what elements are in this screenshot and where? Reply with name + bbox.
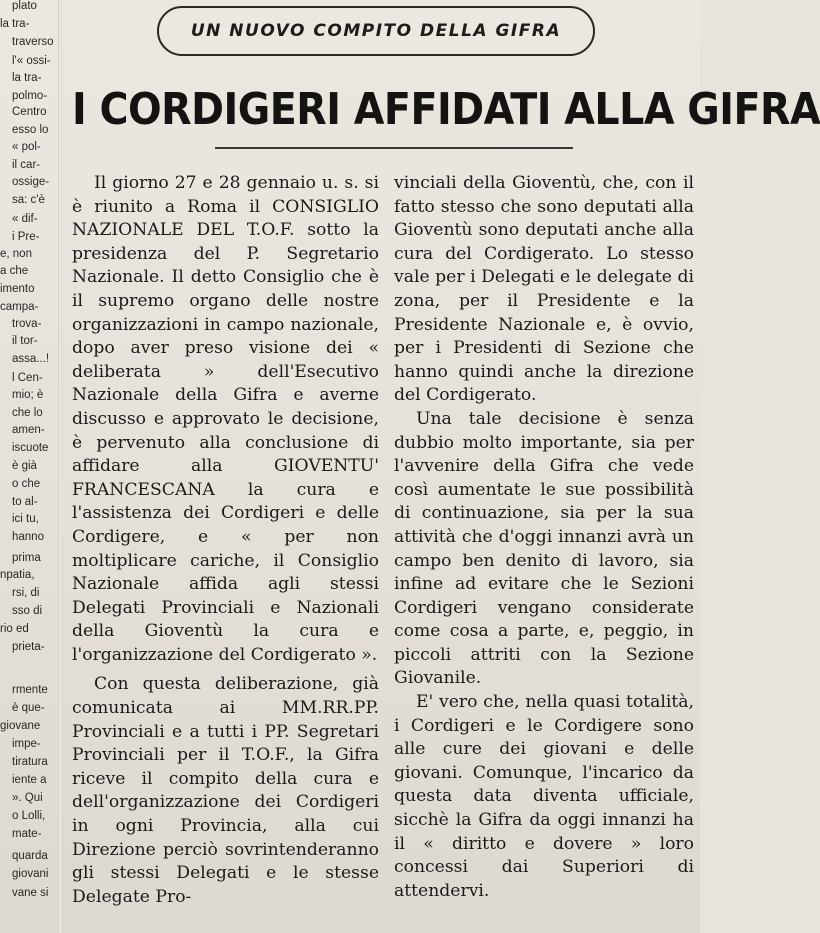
left-column-fragment: è già [12, 460, 37, 472]
left-column-fragment: la tra- [0, 18, 30, 30]
headline-rule [215, 147, 573, 149]
left-column-fragment: i Pre- [12, 231, 40, 243]
left-column-fragment: hanno [12, 531, 44, 543]
left-column-fragment: to al- [12, 496, 38, 508]
left-column-fragment: assa...! [12, 353, 50, 365]
left-column-fragment: polmo- [12, 90, 48, 102]
left-column-fragment: sso di [12, 605, 43, 617]
left-column-fragment: l'« ossi- [12, 55, 51, 67]
left-column-fragment: amen- [12, 424, 45, 436]
column2-paragraph: vinciali della Gioventù, che, con il fatto stesso che sono deputati alla Gioventù sono deputati anche alla cura del Cordigerato. Lo stesso vale per i Delegati e le delegate di zona, per il Presidente e la Presidente Nazionale e, è ovvio, per i Presidenti di Sezione che hanno quindi anche la direzione del Cordigerato. [394, 173, 694, 406]
left-column-fragment: rmente [12, 684, 48, 696]
left-column-fragment: impe- [12, 738, 41, 750]
left-column-fragment: la tra- [12, 72, 42, 84]
article-column-2 [394, 172, 694, 903]
left-column-fragment: Centro [12, 106, 47, 118]
column1-paragraph: Il giorno 27 e 28 gennaio u. s. si è riunito a Roma il CONSIGLIO NAZIONALE DEL T.O.F. sotto la presidenza del P. Segretario Nazionale. Il detto Consiglio che è il supremo organo delle nostre organizzazioni in campo nazionale, dopo aver preso visione dei « deliberata » dell'Esecutivo Nazionale della Gifra e averne discusso e approvato le decisione, è pervenuto alla conclusione di affidare alla GIOVENTU' FRANCESCANA la cura e l'assistenza dei Cordigeri e delle Cordigere, e « per non moltiplicare cariche, il Consiglio Nazionale affida agli stessi Delegati Provinciali e Nazionali della Gioventù la cura e l'organizzazione del Cordigerato ». [72, 173, 379, 665]
left-column-fragment: prima [12, 552, 41, 564]
column2-paragraph: Una tale decisione è senza dubbio molto importante, sia per l'avvenire della Gifra che vede così aumentate le sue possibilità di continuazione, sia per la sua attività che d'oggi innanzi avrà un campo ben denito di lavoro, sia infine ad evitare che le Sezioni Cordigeri vengano considerate come cosa a parte, e, peggio, in piccoli attriti con la Sezione Giovanile. [394, 408, 694, 689]
left-column-fragment: ». Qui [12, 792, 43, 804]
left-column-fragment: « dif- [12, 213, 38, 225]
left-column-fragment: e, non [0, 248, 32, 260]
left-column-fragment: mate- [12, 828, 42, 840]
left-column-fragment: traverso [12, 36, 54, 48]
left-column-fragment: prieta- [12, 641, 45, 653]
left-column-fragment: a che [0, 265, 29, 277]
column2-paragraph: E' vero che, nella quasi totalità, i Cordigeri e le Cordigere sono alle cure dei giovani e delle giovani. Comunque, l'incarico da questa data diventa ufficiale, sicchè la Gifra da oggi innanzi ha il « diritto e dovere » loro concessi dai Superiori di attendervi. [394, 692, 694, 901]
left-column-fragment: tiratura [12, 756, 48, 768]
kicker-text: UN NUOVO COMPITO DELLA GIFRA [190, 21, 562, 41]
left-column-fragment: sa: c'è [12, 194, 45, 206]
left-column-fragment: plato [12, 0, 37, 12]
left-column-fragment: iscuote [12, 442, 49, 454]
left-column-fragment: giovane [0, 720, 41, 732]
left-column-fragment: mio; è [12, 389, 44, 401]
left-column-fragment: il car- [12, 159, 41, 171]
headline: I CORDIGERI AFFIDATI ALLA GIFRA [72, 84, 820, 135]
left-column-fragment: imento [0, 283, 35, 295]
left-column-fragment: rio ed [0, 623, 29, 635]
page-fold [58, 0, 62, 933]
article-column-1 [72, 172, 379, 909]
left-column-fragment: campa- [0, 301, 39, 313]
left-column-fragment: npatia, [0, 569, 35, 581]
left-column-fragment: l Cen- [12, 372, 43, 384]
left-clipped-column [0, 0, 56, 933]
column1-paragraph: Con questa deliberazione, già comunicata ai MM.RR.PP. Provinciali e a tutti i PP. Segretari Provinciali per il T.O.F., la Gifra riceve il compito della cura e dell'organizzazione dei Cordigeri in ogni Provincia, alla cui Direzione perciò sovrintenderanno gli stessi Delegati e le stesse Delegate Pro- [72, 674, 379, 907]
left-column-fragment: o Lolli, [12, 810, 46, 822]
left-column-fragment: esso lo [12, 124, 49, 136]
left-column-fragment: ossige- [12, 176, 50, 188]
left-column-fragment: vane si [12, 887, 49, 899]
left-column-fragment: iente a [12, 774, 47, 786]
left-column-fragment: o che [12, 478, 41, 490]
left-column-fragment: che lo [12, 407, 43, 419]
left-column-fragment: rsi, di [12, 587, 40, 599]
left-column-fragment: ici tu, [12, 513, 39, 525]
left-column-fragment: « pol- [12, 141, 41, 153]
left-column-fragment: quarda [12, 850, 48, 862]
left-column-fragment: giovani [12, 868, 49, 880]
left-column-fragment: è que- [12, 702, 45, 714]
left-column-fragment: trova- [12, 318, 42, 330]
left-column-fragment: il tor- [12, 335, 38, 347]
kicker-banner [157, 6, 595, 56]
